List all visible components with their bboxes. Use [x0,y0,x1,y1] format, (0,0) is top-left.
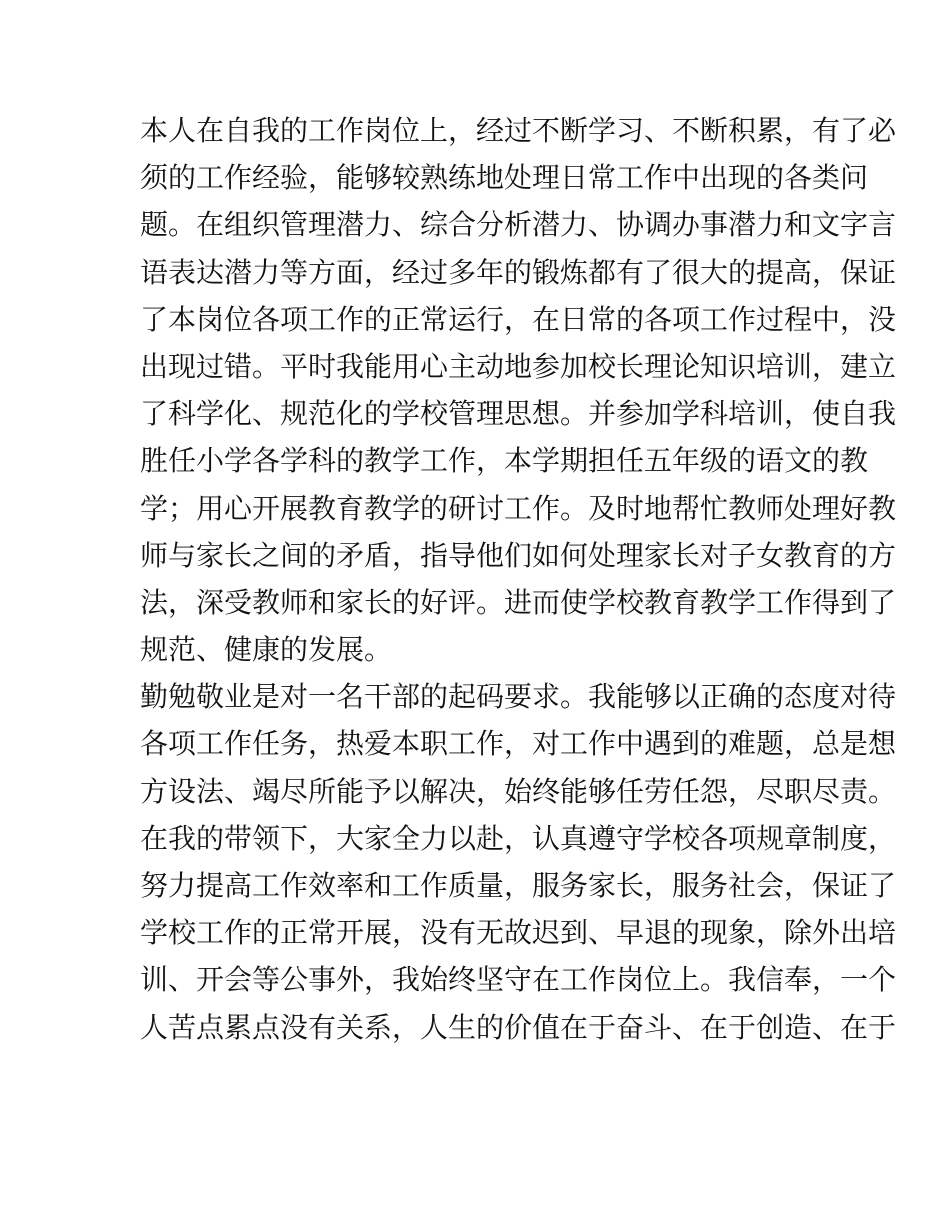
text-line: 在我的带领下，大家全力以赴，认真遵守学校各项规章制度， [140,821,897,855]
text-line: 师与家长之间的矛盾，指导他们如何处理家长对子女教育的方 [140,538,897,572]
text-line: 努力提高工作效率和工作质量，服务家长，服务社会，保证了 [140,869,897,902]
text-line: 了科学化、规范化的学校管理思想。并参加学科培训，使自我 [140,397,897,431]
document-body [140,107,897,1051]
text-line: 本人在自我的工作岗位上，经过不断学习、不断积累，有了必 [140,114,897,147]
text-line: 规范、健康的发展。 [140,633,393,667]
text-line: 学；用心开展教育教学的研讨工作。及时地帮忙教师处理好教 [140,491,897,525]
text-line: 勤勉敬业是对一名干部的起码要求。我能够以正确的态度对待 [140,680,897,714]
text-line: 各项工作任务，热爱本职工作，对工作中遇到的难题，总是想 [140,727,897,761]
text-line: 出现过错。平时我能用心主动地参加校长理论知识培训，建立 [140,349,897,383]
text-line: 学校工作的正常开展，没有无故迟到、早退的现象，除外出培 [140,916,897,950]
text-line: 法，深受教师和家长的好评。进而使学校教育教学工作得到了 [140,585,897,619]
text-line: 题。在组织管理潜力、综合分析潜力、协调办事潜力和文字言 [140,208,897,242]
text-line: 胜任小学各学科的教学工作，本学期担任五年级的语文的教 [140,444,869,478]
text-line: 方设法、竭尽所能予以解决，始终能够任劳任怨，尽职尽责。 [140,774,897,808]
text-line: 语表达潜力等方面，经过多年的锻炼都有了很大的提高，保证 [140,255,897,289]
text-line: 须的工作经验，能够较熟练地处理日常工作中出现的各类问 [140,161,869,195]
text-line: 人苦点累点没有关系，人生的价值在于奋斗、在于创造、在于 [140,1010,897,1044]
text-line: 了本岗位各项工作的正常运行，在日常的各项工作过程中，没 [140,302,897,336]
text-line: 训、开会等公事外，我始终坚守在工作岗位上。我信奉，一个 [140,963,897,997]
